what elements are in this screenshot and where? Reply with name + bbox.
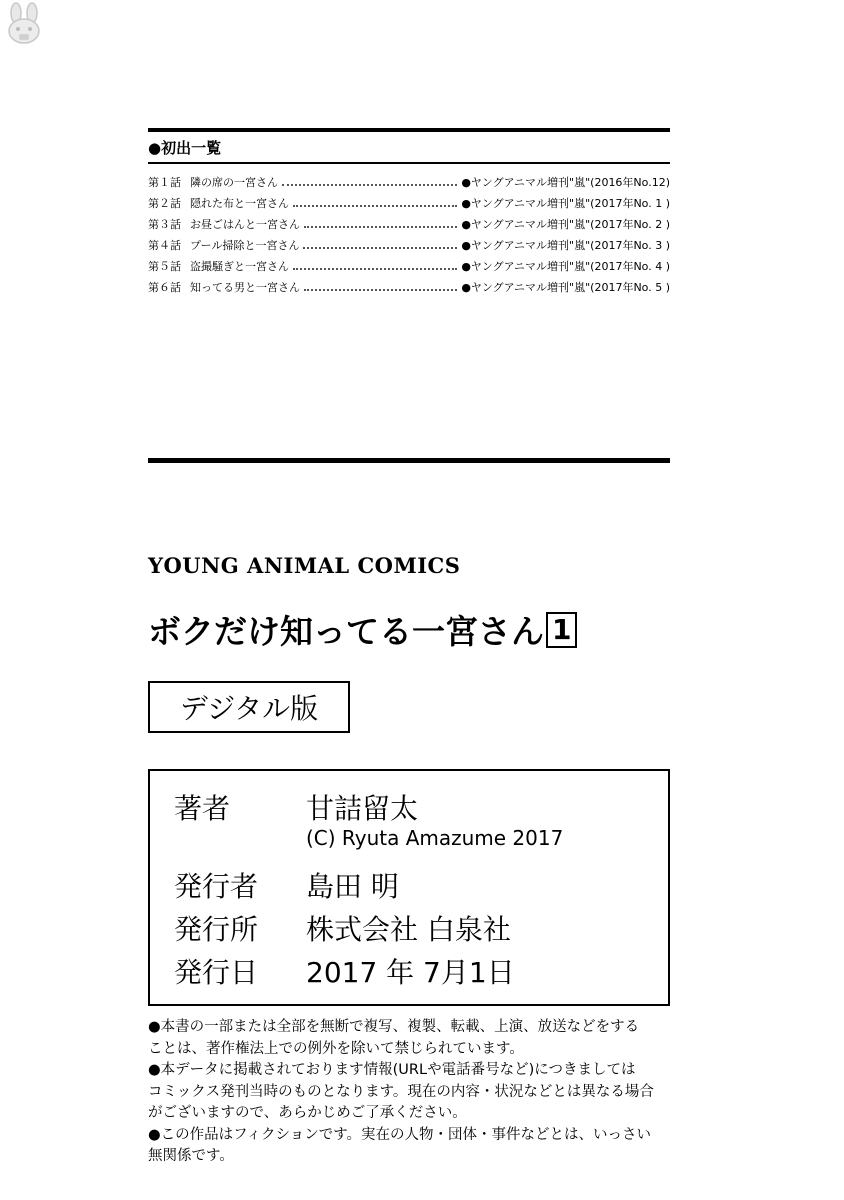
dot-leader (293, 205, 457, 207)
episode-list (148, 171, 670, 297)
episode-number: 第５話 (148, 259, 181, 273)
series-label: YOUNG ANIMAL COMICS (148, 553, 461, 578)
credits-box (148, 769, 670, 1006)
episode-title: 隠れた布と一宮さん (190, 196, 289, 210)
list-item (148, 234, 670, 255)
episode-number: 第２話 (148, 196, 181, 210)
note-line: がございますので、あらかじめご了承ください。 (148, 1105, 467, 1121)
note-line: ●本書の一部または全部を無断で複写、複製、転載、上演、放送などをする (148, 1019, 640, 1035)
publication-date: 2017 年 7月1日 (306, 956, 515, 989)
episode-number: 第４話 (148, 238, 181, 252)
heading-divider (148, 162, 670, 164)
episode-title: お昼ごはんと一宮さん (190, 217, 300, 231)
episode-publication: ●ヤングアニマル増刊"嵐"(2017年No. 1 ) (461, 196, 670, 210)
edition-badge (148, 681, 350, 733)
note-line: ことは、著作権法上での例外を除いて禁じられています。 (148, 1040, 524, 1057)
episode-title: 隣の席の一宮さん (190, 175, 278, 189)
publisher-name: 株式会社 白泉社 (306, 913, 511, 946)
list-item (148, 213, 670, 234)
bottom-rule (148, 458, 670, 463)
legal-notes (148, 1017, 688, 1168)
episode-publication: ●ヤングアニマル増刊"嵐"(2017年No. 4 ) (461, 259, 670, 273)
note-line: ●この作品はフィクションです。実在の人物・団体・事件などとは、いっさい (148, 1126, 652, 1143)
publisher-person-name: 島田 明 (306, 870, 399, 903)
edition-label: デジタル版 (179, 692, 319, 725)
episode-title: 盗撮騒ぎと一宮さん (190, 259, 289, 273)
book-title (148, 606, 577, 653)
author-name: 甘詰留太 (306, 792, 419, 825)
episode-publication: ●ヤングアニマル増刊"嵐"(2017年No. 3 ) (461, 238, 670, 252)
copyright-line: (C) Ryuta Amazume 2017 (306, 826, 564, 850)
note-line: 無関係です。 (148, 1148, 234, 1164)
list-item (148, 276, 670, 297)
dot-leader (303, 247, 457, 249)
dot-leader (304, 226, 457, 228)
episode-publication: ●ヤングアニマル増刊"嵐"(2017年No. 5 ) (461, 280, 670, 294)
date-label: 発行日 (174, 956, 259, 989)
episode-title: 知ってる男と一宮さん (190, 280, 300, 294)
episode-title: プール掃除と一宮さん (190, 238, 300, 252)
book-title-text: ボクだけ知ってる一宮さん (148, 612, 544, 651)
rabbit-logo-icon (2, 2, 46, 46)
list-item (148, 255, 670, 276)
publisher-person-label: 発行者 (174, 870, 259, 903)
top-rule (148, 128, 670, 132)
episode-number: 第６話 (148, 280, 181, 294)
author-label: 著者 (174, 792, 231, 825)
episode-number: 第３話 (148, 217, 181, 231)
list-item (148, 171, 670, 192)
episode-publication: ●ヤングアニマル増刊"嵐"(2016年No.12) (461, 175, 670, 189)
note-line: ●本データに掲載されております情報(URLや電話番号など)につきましては (148, 1062, 636, 1078)
note-line: コミックス発刊当時のものとなります。現在の内容・状況などとは異なる場合 (148, 1083, 654, 1100)
dot-leader (282, 184, 457, 186)
volume-badge: 1 (546, 612, 577, 648)
first-appearance-heading: ●初出一覧 (148, 139, 222, 157)
list-item (148, 192, 670, 213)
dot-leader (304, 289, 457, 291)
publisher-label: 発行所 (174, 913, 259, 946)
episode-publication: ●ヤングアニマル増刊"嵐"(2017年No. 2 ) (461, 217, 670, 231)
dot-leader (293, 268, 457, 270)
episode-number: 第１話 (148, 175, 181, 189)
